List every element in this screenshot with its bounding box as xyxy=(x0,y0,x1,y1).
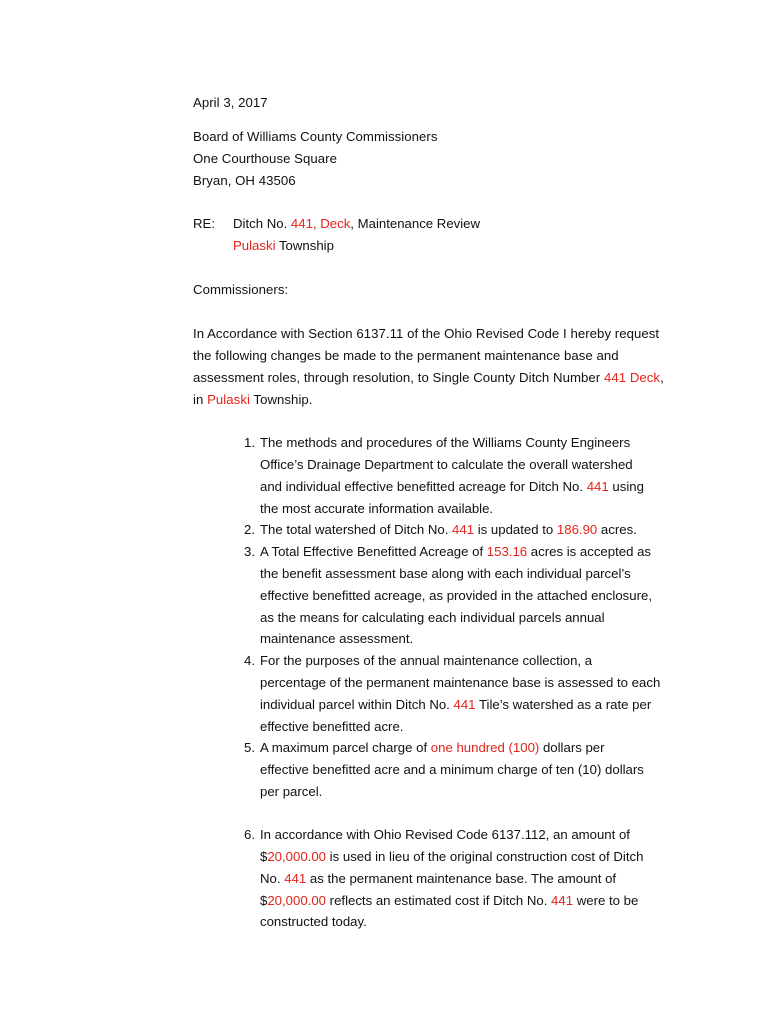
list-item-text: as the means for calculating each individual parcels annual xyxy=(260,610,605,625)
re-label: RE: xyxy=(193,216,215,231)
list-item-number: 4. xyxy=(244,653,255,668)
list-item-number: 5. xyxy=(244,740,255,755)
list-item-text: the most accurate information available. xyxy=(260,501,494,516)
recipient-line-1: Board of Williams County Commissioners xyxy=(193,129,438,144)
list-item-text: the benefit assessment base along with each individual parcel’s xyxy=(260,566,631,581)
list-item-text: Office’s Drainage Department to calculate the overall watershed xyxy=(260,457,633,472)
list-item-number: 2. xyxy=(244,522,255,537)
list-item-text: and individual effective benefitted acreage for Ditch No. 441 using xyxy=(260,479,644,494)
intro-line-4: in Pulaski Township. xyxy=(193,392,313,407)
list-item-text: effective benefitted acre. xyxy=(260,719,404,734)
re-line-1: Ditch No. 441, Deck, Maintenance Review xyxy=(233,216,481,231)
list-item-text: No. 441 as the permanent maintenance base. The amount of xyxy=(260,871,617,886)
list-item-number: 6. xyxy=(244,827,255,842)
salutation: Commissioners: xyxy=(193,282,289,297)
intro-line-1: In Accordance with Section 6137.11 of the Ohio Revised Code I hereby request xyxy=(193,326,660,341)
list-item-number: 3. xyxy=(244,544,255,559)
re-line-2: Pulaski Township xyxy=(233,238,334,253)
letter-date: April 3, 2017 xyxy=(193,95,268,110)
list-item-text: The total watershed of Ditch No. 441 is updated to 186.90 acres. xyxy=(260,522,637,537)
list-item-text: maintenance assessment. xyxy=(260,631,414,646)
list-item-text: The methods and procedures of the Williams County Engineers xyxy=(260,435,631,450)
list-item-text: individual parcel within Ditch No. 441 Tile’s watershed as a rate per xyxy=(260,697,652,712)
intro-line-3: assessment roles, through resolution, to Single County Ditch Number 441 Deck, xyxy=(193,370,664,385)
list-item-text: $20,000.00 reflects an estimated cost if Ditch No. 441 were to be xyxy=(260,893,639,908)
list-item-text: per parcel. xyxy=(260,784,323,799)
list-item-text: For the purposes of the annual maintenance collection, a xyxy=(260,653,593,668)
recipient-line-2: One Courthouse Square xyxy=(193,151,338,166)
list-item-text: constructed today. xyxy=(260,914,367,929)
list-item-text: $20,000.00 is used in lieu of the original construction cost of Ditch xyxy=(260,849,644,864)
recipient-line-3: Bryan, OH 43506 xyxy=(193,173,296,188)
list-item-text: effective benefitted acre and a minimum charge of ten (10) dollars xyxy=(260,762,644,777)
list-item-text: effective benefitted acreage, as provided in the attached enclosure, xyxy=(260,588,652,603)
list-item-text: percentage of the permanent maintenance base is assessed to each xyxy=(260,675,661,690)
list-item-text: In accordance with Ohio Revised Code 6137.112, an amount of xyxy=(260,827,630,842)
intro-line-2: the following changes be made to the permanent maintenance base and xyxy=(193,348,619,363)
list-item-text: A Total Effective Benefitted Acreage of 153.16 acres is accepted as xyxy=(260,544,652,559)
list-item-text: A maximum parcel charge of one hundred (100) dollars per xyxy=(260,740,605,755)
list-item-number: 1. xyxy=(244,435,255,450)
